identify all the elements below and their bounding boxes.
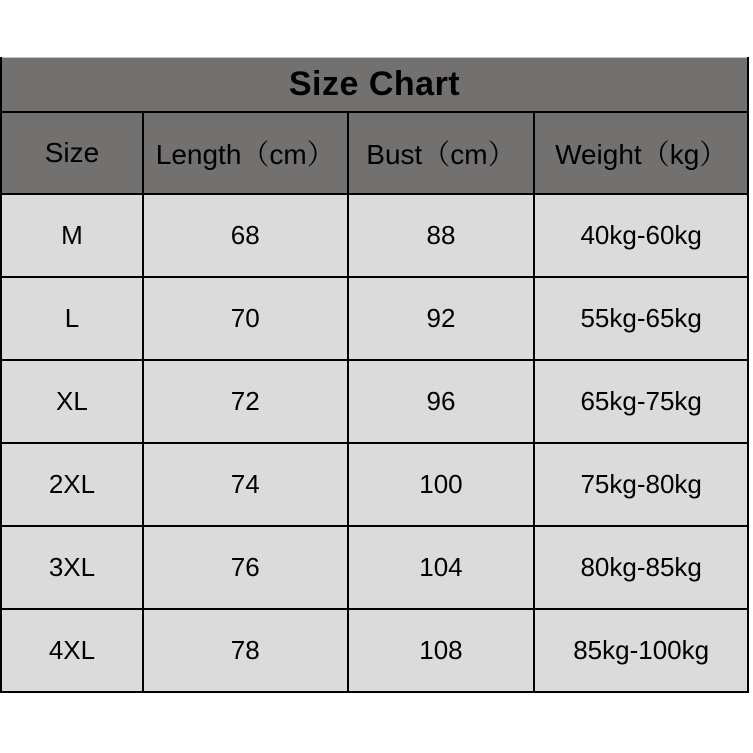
size-cell: 2XL <box>1 443 143 526</box>
table-row <box>1 360 748 443</box>
weight-cell: 55kg-65kg <box>534 277 748 360</box>
length-cell: 68 <box>143 194 348 277</box>
length-cell: 70 <box>143 277 348 360</box>
bust-cell: 104 <box>348 526 535 609</box>
length-cell: 76 <box>143 526 348 609</box>
table-row <box>1 194 748 277</box>
length-cell: 78 <box>143 609 348 692</box>
weight-cell: 85kg-100kg <box>534 609 748 692</box>
bust-cell: 92 <box>348 277 535 360</box>
column-header-weight: Weight（kg） <box>534 112 748 194</box>
column-header-bust: Bust（cm） <box>348 112 535 194</box>
size-cell: 3XL <box>1 526 143 609</box>
length-cell: 74 <box>143 443 348 526</box>
weight-cell: 40kg-60kg <box>534 194 748 277</box>
column-header-size: Size <box>1 112 143 194</box>
bust-cell: 100 <box>348 443 535 526</box>
size-cell: XL <box>1 360 143 443</box>
bust-cell: 88 <box>348 194 535 277</box>
weight-cell: 80kg-85kg <box>534 526 748 609</box>
table-row <box>1 443 748 526</box>
bust-cell: 96 <box>348 360 535 443</box>
table-row <box>1 277 748 360</box>
chart-title: Size Chart <box>1 58 748 113</box>
size-cell: M <box>1 194 143 277</box>
weight-cell: 75kg-80kg <box>534 443 748 526</box>
size-chart-table <box>0 57 749 693</box>
weight-cell: 65kg-75kg <box>534 360 748 443</box>
bust-cell: 108 <box>348 609 535 692</box>
size-cell: 4XL <box>1 609 143 692</box>
length-cell: 72 <box>143 360 348 443</box>
size-cell: L <box>1 277 143 360</box>
column-header-length: Length（cm） <box>143 112 348 194</box>
table-row <box>1 609 748 692</box>
header-row <box>1 112 748 194</box>
title-row <box>1 58 748 113</box>
table-row <box>1 526 748 609</box>
